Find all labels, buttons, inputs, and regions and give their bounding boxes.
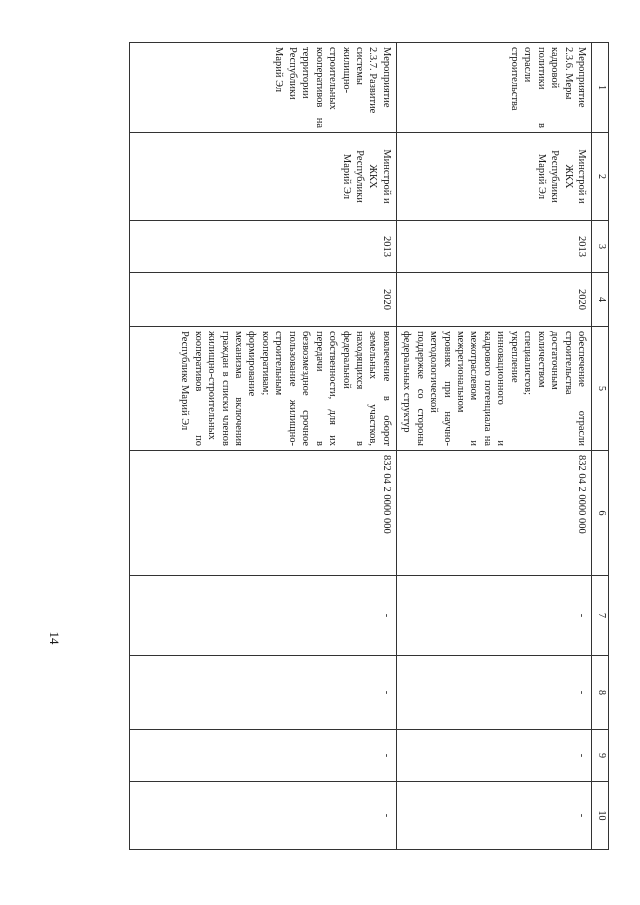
measure-cell <box>396 43 591 133</box>
result-cell: вовлечение в оборот земельных участков, находящихся в федеральной собственности, для их передачи в безвозмездное срочное пользование жилищно-строительным кооперативам; формирование механизма включения граждан в списки членов жилищно-строительных кооперативов по Республике Марий Эл <box>130 327 397 451</box>
column-header: 3 <box>592 221 609 273</box>
measure-title: Мероприятие 2.3.6. Меры <box>562 47 587 108</box>
column-header: 4 <box>592 273 609 327</box>
budget-code-cell: 832 04 2 0000 000 <box>130 451 397 576</box>
column-header: 7 <box>592 576 609 656</box>
measure-description: кадровой политики в отрасли строительства <box>508 47 561 128</box>
page-number: 14 <box>47 631 62 645</box>
start-year-cell: 2013 <box>130 221 397 273</box>
value-cell: - <box>396 730 591 782</box>
column-header: 5 <box>592 327 609 451</box>
end-year-cell: 2020 <box>130 273 397 327</box>
measure-description: системы жилищно-строительных кооперативов на территории Республики Марий Эл <box>273 47 365 128</box>
end-year-cell: 2020 <box>396 273 591 327</box>
executor-cell: Минстрой и ЖКХ Республики Марий Эл <box>130 133 397 221</box>
value-cell: - <box>130 730 397 782</box>
program-table <box>129 42 609 849</box>
table-row <box>130 43 397 850</box>
value-cell: - <box>130 782 397 850</box>
start-year-cell: 2013 <box>396 221 591 273</box>
column-header: 6 <box>592 451 609 576</box>
value-cell: - <box>396 782 591 850</box>
column-header: 8 <box>592 656 609 730</box>
column-header: 2 <box>592 133 609 221</box>
column-header: 9 <box>592 730 609 782</box>
column-header: 10 <box>592 782 609 850</box>
executor-cell: Минстрой и ЖКХ Республики Марий Эл <box>396 133 591 221</box>
value-cell: - <box>130 576 397 656</box>
value-cell: - <box>396 656 591 730</box>
value-cell: - <box>396 576 591 656</box>
budget-code-cell: 832 04 2 0000 000 <box>396 451 591 576</box>
header-row <box>592 43 609 850</box>
measure-title: Мероприятие 2.3.7. Развитие <box>367 47 392 114</box>
column-header: 1 <box>592 43 609 133</box>
table-row <box>396 43 591 850</box>
value-cell: - <box>130 656 397 730</box>
result-cell: обеспечение отрасли строительства достаточным количеством специалистов; укрепление инновационного и кадрового потенциала на межотраслевом и межрегиональном уровнях при научно-методологической поддержке со стороны федеральных структур <box>396 327 591 451</box>
measure-cell <box>130 43 397 133</box>
